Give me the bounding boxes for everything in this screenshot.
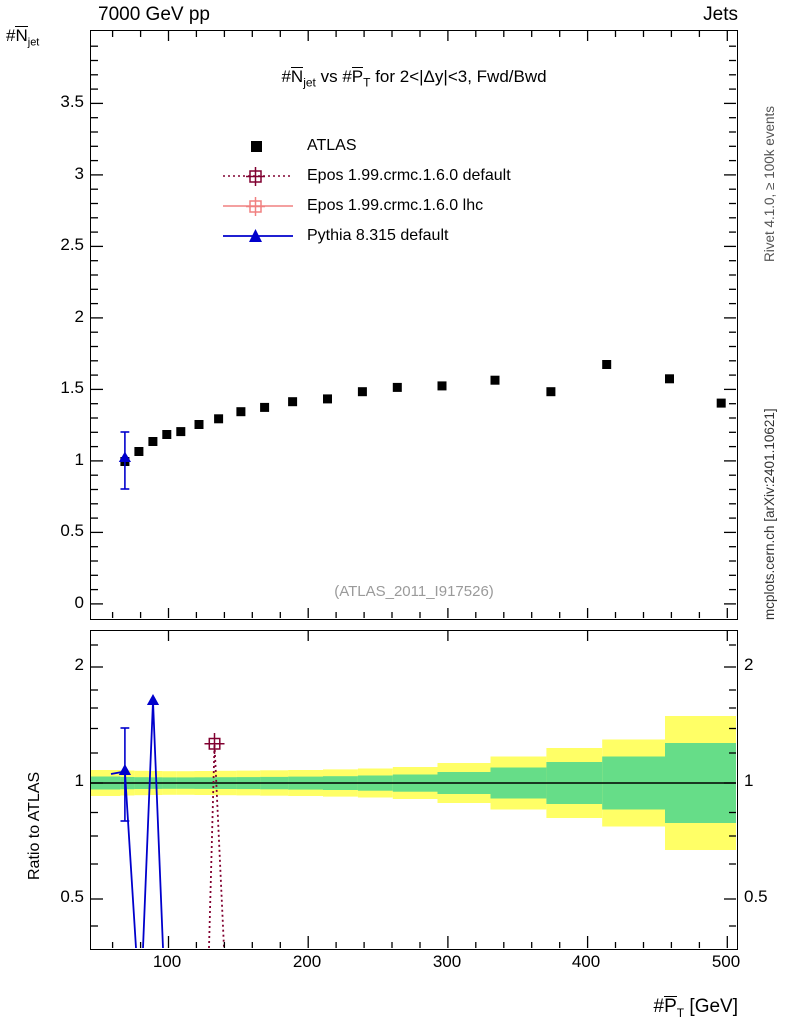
y-title-sub: jet (27, 36, 40, 49)
main-ytick-2: 2 (74, 307, 84, 326)
series-atlas-points (120, 360, 725, 466)
header-analysis-label: Jets (703, 4, 738, 25)
plot-title-pt: P (351, 67, 364, 86)
ratio-plot-canvas (91, 631, 736, 948)
main-plot-panel (90, 30, 738, 620)
ratio-plot-panel (90, 630, 738, 950)
xtick-200: 200 (292, 952, 322, 971)
x-title-sub: T (676, 1006, 685, 1020)
main-ytick-3p5: 3.5 (60, 92, 84, 111)
y-title-n: N (15, 26, 28, 45)
plot-title-mid: vs # (315, 67, 352, 86)
legend-item-pythia[interactable] (221, 221, 511, 251)
main-ytick-1: 1 (74, 450, 84, 469)
main-plot-canvas (91, 31, 736, 618)
xtick-500: 500 (711, 952, 741, 971)
x-title-p: P (664, 996, 677, 1018)
legend-item-epos-default[interactable] (221, 161, 511, 191)
plot-title-pre: # (281, 67, 291, 86)
mcplots-reference-note: mcplots.cern.ch [arXiv:2401.10621] (762, 408, 777, 620)
series-pythia-ratio (111, 701, 163, 948)
ratio-ytick-0p5-right: 0.5 (744, 887, 768, 906)
x-title-pre: # (653, 996, 665, 1018)
main-ytick-2p5: 2.5 (60, 235, 84, 254)
legend-label-pythia: Pythia 8.315 default (307, 227, 449, 244)
x-title-post: [GeV] (684, 996, 738, 1018)
y-title-pre: # (6, 26, 16, 45)
ratio-ytick-1-right: 1 (744, 771, 754, 790)
main-ytick-0p5: 0.5 (60, 521, 84, 540)
legend-marker-cross-box-light (221, 191, 297, 221)
analysis-id-watermark: (ATLAS_2011_I917526) (334, 583, 494, 600)
legend-marker-square (221, 131, 297, 161)
ratio-ytick-0p5-left: 0.5 (60, 887, 84, 906)
ratio-y-axis-title: Ratio to ATLAS (26, 771, 43, 880)
plot-title-njet: N (290, 67, 304, 86)
main-ytick-1p5: 1.5 (60, 378, 84, 397)
rivet-version-note: Rivet 4.1.0, ≥ 100k events (762, 106, 777, 262)
legend-marker-triangle (221, 221, 297, 251)
series-epos-default-ratio-marker (205, 733, 225, 754)
main-ytick-3: 3 (74, 164, 84, 183)
ratio-ytick-2-left: 2 (74, 655, 84, 674)
xtick-100: 100 (152, 952, 182, 971)
plot-title-njet-sub: jet (303, 75, 316, 90)
header-beam-info: 7000 GeV pp (98, 4, 210, 25)
legend-marker-cross-box-dark (221, 161, 297, 191)
series-pythia-ratio-marker-1 (119, 764, 131, 775)
legend-label-epos-lhc: Epos 1.99.crmc.1.6.0 lhc (307, 197, 484, 214)
main-y-axis-title (6, 26, 46, 48)
x-axis-title (654, 996, 738, 1020)
xtick-300: 300 (432, 952, 462, 971)
legend-item-atlas[interactable] (221, 131, 511, 161)
ratio-ytick-1-left: 1 (74, 771, 84, 790)
series-pythia-marker (119, 452, 131, 463)
xtick-400: 400 (571, 952, 601, 971)
series-pythia-ratio-marker-2 (147, 694, 159, 705)
legend-label-epos-default: Epos 1.99.crmc.1.6.0 default (307, 167, 511, 184)
plot-title-post: for 2<|Δy|<3, Fwd/Bwd (370, 67, 547, 86)
main-ytick-0: 0 (74, 593, 84, 612)
legend-label-atlas: ATLAS (307, 137, 357, 154)
ratio-ytick-2-right: 2 (744, 655, 754, 674)
legend-item-epos-lhc[interactable] (221, 191, 511, 221)
plot-title-pt-sub: T (363, 75, 371, 90)
legend (221, 131, 511, 251)
